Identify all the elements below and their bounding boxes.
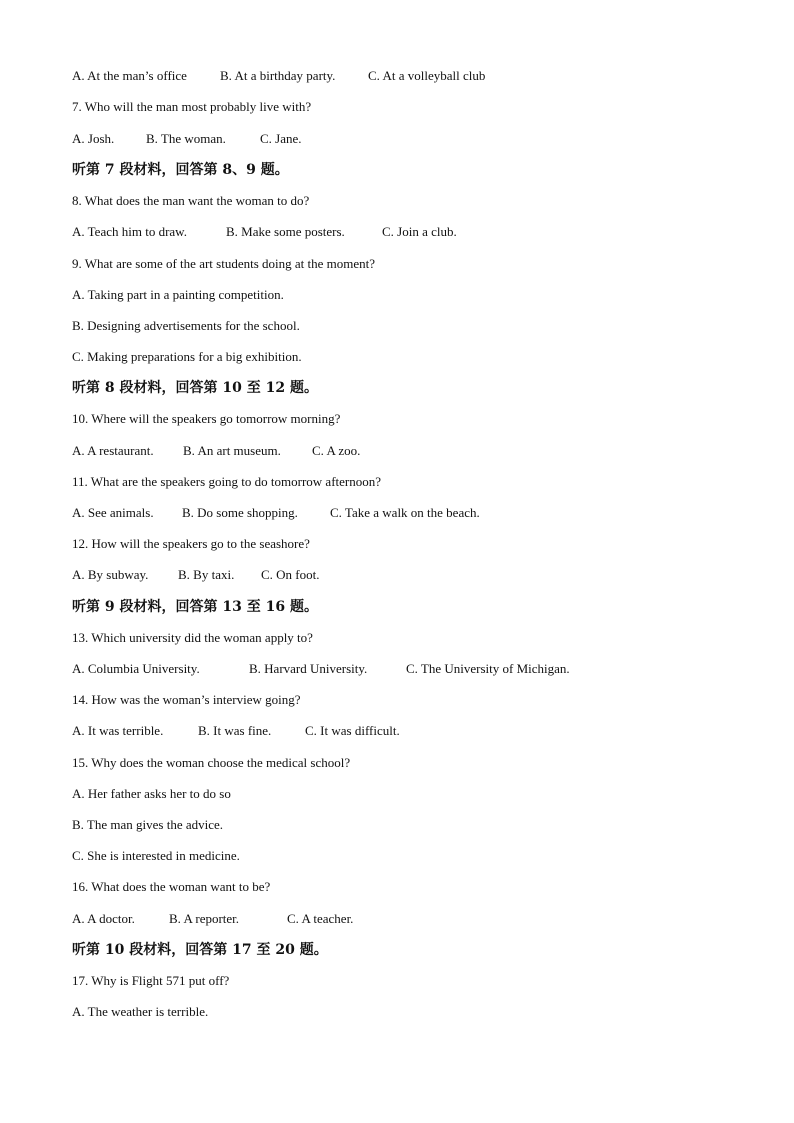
q11-option-b: B. Do some shopping. (182, 505, 298, 520)
q10-option-c: C. A zoo. (312, 443, 361, 458)
q8-option-c: C. Join a club. (382, 224, 457, 239)
q10-question: 10. Where will the speakers go tomorrow morning? (72, 411, 341, 426)
q11-options (72, 505, 480, 521)
q9-question: 9. What are some of the art students doing at the moment? (72, 256, 376, 271)
q8-option-b: B. Make some posters. (226, 224, 345, 239)
q13-option-c: C. The University of Michigan. (406, 661, 570, 676)
q7-question: 7. Who will the man most probably live with? (72, 99, 312, 114)
q8-question: 8. What does the man want the woman to do? (72, 193, 310, 208)
q6-option-c: C. At a volleyball club (368, 68, 486, 83)
section-heading-8: 听第 8 段材料，回答第 10 至 12 题。 (72, 380, 318, 396)
q16-options (72, 911, 353, 927)
section-heading-9: 听第 9 段材料，回答第 13 至 16 题。 (72, 599, 318, 615)
q9-option-b: B. Designing advertisements for the school. (72, 318, 300, 333)
q6-options (72, 68, 485, 84)
q15-option-c: C. She is interested in medicine. (72, 848, 240, 863)
q15-option-b: B. The man gives the advice. (72, 817, 224, 832)
q13-option-b: B. Harvard University. (249, 661, 368, 676)
q9-option-c: C. Making preparations for a big exhibition. (72, 349, 302, 364)
q12-option-c: C. On foot. (261, 567, 320, 582)
q16-option-c: C. A teacher. (287, 911, 354, 926)
q12-options (72, 567, 320, 583)
q11-option-a: A. See animals. (72, 505, 154, 520)
q14-option-a: A. It was terrible. (72, 723, 164, 738)
q12-question: 12. How will the speakers go to the seashore? (72, 536, 310, 551)
section-heading-7: 听第 7 段材料，回答第 8、9 题。 (72, 162, 289, 178)
q7-option-b: B. The woman. (146, 131, 226, 146)
q7-option-a: A. Josh. (72, 131, 115, 146)
q13-question: 13. Which university did the woman apply to? (72, 630, 313, 645)
q7-option-c: C. Jane. (260, 131, 302, 146)
q10-option-b: B. An art museum. (183, 443, 281, 458)
q17-question: 17. Why is Flight 571 put off? (72, 973, 230, 988)
q15-question: 15. Why does the woman choose the medical school? (72, 755, 351, 770)
q10-options (72, 443, 360, 459)
q8-option-a: A. Teach him to draw. (72, 224, 187, 239)
q6-option-a: A. At the man’s office (72, 68, 187, 83)
q14-options (72, 723, 400, 739)
q15-option-a: A. Her father asks her to do so (72, 786, 231, 801)
q12-option-b: B. By taxi. (178, 567, 235, 582)
q16-question: 16. What does the woman want to be? (72, 879, 271, 894)
q16-option-a: A. A doctor. (72, 911, 135, 926)
q16-option-b: B. A reporter. (169, 911, 240, 926)
q14-option-b: B. It was fine. (198, 723, 272, 738)
q13-options (72, 661, 570, 677)
q9-option-a: A. Taking part in a painting competition. (72, 287, 284, 302)
q11-question: 11. What are the speakers going to do tomorrow afternoon? (72, 474, 382, 489)
q14-option-c: C. It was difficult. (305, 723, 400, 738)
q11-option-c: C. Take a walk on the beach. (330, 505, 480, 520)
q7-options (72, 131, 302, 147)
section-heading-10: 听第 10 段材料，回答第 17 至 20 题。 (72, 942, 328, 958)
q12-option-a: A. By subway. (72, 567, 149, 582)
q17-option-a: A. The weather is terrible. (72, 1004, 209, 1019)
q6-option-b: B. At a birthday party. (220, 68, 336, 83)
q8-options (72, 224, 457, 240)
q10-option-a: A. A restaurant. (72, 443, 154, 458)
q13-option-a: A. Columbia University. (72, 661, 200, 676)
q14-question: 14. How was the woman’s interview going? (72, 692, 301, 707)
